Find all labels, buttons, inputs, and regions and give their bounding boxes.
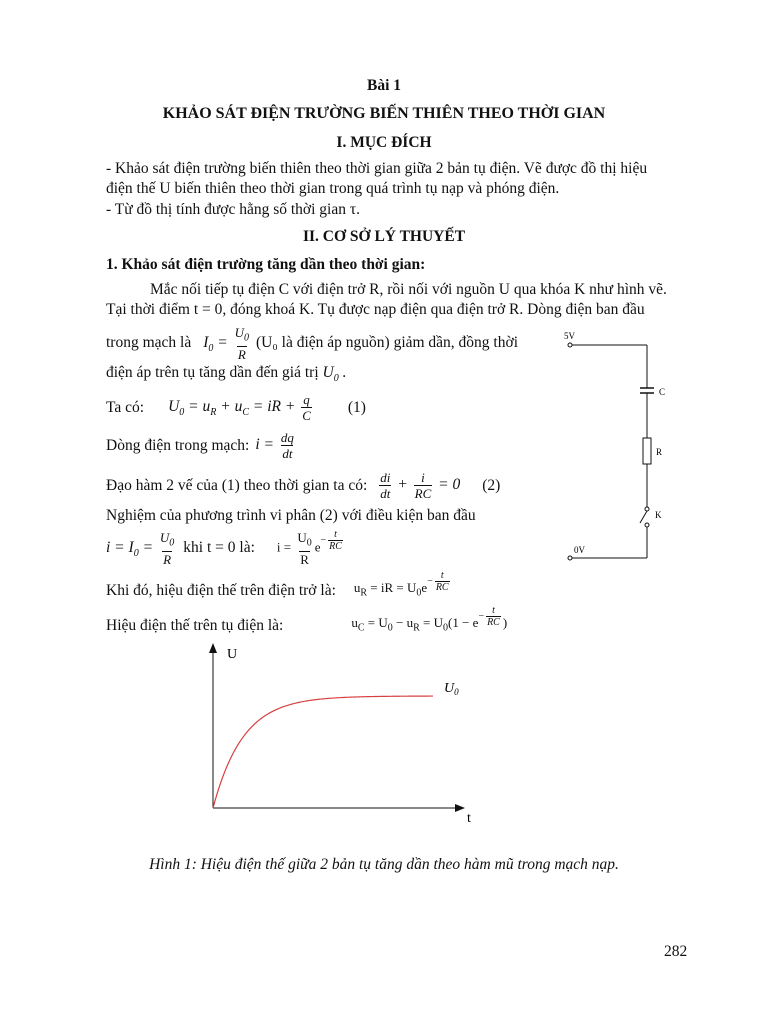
- fraction-q-c: $\frac{q}{C}$: [302, 392, 311, 423]
- terminal-5v: [568, 343, 572, 347]
- resistor-voltage-label: Khi đó, hiệu điện thế trên điện trở là:: [106, 581, 336, 599]
- formula-u0: $U_0$ .: [322, 364, 347, 385]
- equation-2-number: (2): [482, 476, 501, 494]
- resistor-voltage-line: [106, 570, 452, 604]
- para3-end: (U₀ là điện áp nguồn) giảm dần, đồng thời: [256, 334, 518, 352]
- purpose-line-3: - Từ đồ thị tính được hằng số thời gian τ.: [106, 201, 360, 218]
- x-axis-label: t: [467, 811, 471, 826]
- resistor-label: R: [656, 447, 663, 457]
- capacitor-label: C: [659, 387, 666, 397]
- solution-label: Nghiệm của phương trình vi phân (2) với điều kiện ban đầu: [106, 507, 476, 524]
- terminal-0v: [568, 556, 572, 560]
- fraction-i-rc: $\frac{i}{RC}$: [414, 470, 432, 501]
- charging-curve-graph: [200, 640, 490, 830]
- subsection-heading: 1. Khảo sát điện trường tăng dần theo thời gian:: [106, 256, 426, 273]
- switch-lever: [640, 511, 647, 523]
- purpose-line-2: điện thế U biến thiên theo thời gian trong quá trình tụ nạp và phóng điện.: [106, 180, 560, 197]
- switch-contact-bottom: [645, 523, 649, 527]
- para3-start: trong mạch là: [106, 334, 192, 352]
- y-axis-label: U: [227, 647, 238, 662]
- exponent-t-rc-2: $\frac{t}{RC}$: [435, 570, 449, 594]
- rc-circuit-diagram: [560, 325, 680, 575]
- exponent-t-rc: $\frac{t}{RC}$: [329, 529, 342, 553]
- theory-para-2: Tại thời điểm t = 0, đóng khoá K. Tụ được nạp điện qua điện trở R. Dòng điện ban đầu: [106, 301, 645, 318]
- y-axis-arrow: [209, 643, 217, 653]
- circuit-0v-label: 0V: [574, 545, 585, 555]
- capacitor-voltage-line: [106, 605, 508, 639]
- formula-ur: $u_R$ = iR = $U_0e-$ $\frac{t}{RC}$: [353, 570, 449, 599]
- equation-1: $U_0 = u_R + u_C$ = iR + $\frac{q}{C}$: [168, 392, 311, 423]
- fraction-u0-r: $\frac{U_0}{R}$: [234, 325, 250, 362]
- initial-condition-line: [106, 530, 345, 567]
- formula-current-solution: i = $\frac{U_0}{R}$ e− $\frac{t}{RC}$: [276, 529, 342, 567]
- para4-text: điện áp trên tụ tăng dần đến giá trị: [106, 364, 319, 381]
- formula-uc: $u_C = U_0 - u_R = U_0(1 - e-$ $\frac{t}{RC}$ ): [351, 605, 508, 634]
- fraction-dq-dt: $\frac{dq}{dt}$: [280, 430, 294, 461]
- x-axis-arrow: [455, 804, 465, 812]
- section-theory-heading: II. CƠ SỞ LÝ THUYẾT: [302, 228, 466, 245]
- asymptote-label: $U_0$: [444, 681, 459, 697]
- taco-label: Ta có:: [106, 398, 145, 416]
- resistor: [643, 438, 651, 464]
- equation-1-line: [106, 392, 366, 423]
- lesson-title: KHẢO SÁT ĐIỆN TRƯỜNG BIẾN THIÊN THEO THỜI GIAN: [162, 105, 606, 122]
- page-number: 282: [664, 943, 688, 960]
- section-purpose-heading: I. MỤC ĐÍCH: [336, 134, 432, 151]
- current-label: Dòng điện trong mạch:: [106, 436, 250, 454]
- switch-contact-top: [645, 507, 649, 511]
- theory-para-4: [106, 363, 346, 389]
- theory-para-3: [106, 325, 518, 362]
- fraction-u0-r-2: $\frac{U_0}{R}$: [159, 530, 175, 567]
- formula-i-dq-dt: i = $\frac{dq}{dt}$: [255, 430, 294, 461]
- formula-initial: $i = I_0$ = $\frac{U_0}{R}$: [106, 530, 175, 567]
- purpose-line-1: - Khảo sát điện trường biến thiên theo thời gian giữa 2 bản tụ điện. Vẽ được đồ thị hiệu: [106, 160, 648, 177]
- derivative-label: Đạo hàm 2 vế của (1) theo thời gian ta có:: [106, 476, 368, 494]
- fraction-di-dt: $\frac{di}{dt}$: [380, 470, 391, 501]
- when-t0-label: khi t = 0 là:: [183, 539, 255, 557]
- fraction-u0-r-3: $\frac{U_0}{R}$: [297, 530, 312, 567]
- exponent-t-rc-3: $\frac{t}{RC}$: [487, 605, 500, 629]
- equation-1-number: (1): [347, 398, 366, 416]
- switch-label: K: [655, 510, 662, 520]
- theory-para-1: Mắc nối tiếp tụ điện C với điện trở R, rồi nối với nguồn U qua khóa K như hình vẽ.: [150, 281, 667, 298]
- circuit-5v-label: 5V: [564, 331, 575, 341]
- figure-caption: Hình 1: Hiệu điện thế giữa 2 bản tụ tăng dần theo hàm mũ trong mạch nạp.: [149, 856, 619, 873]
- formula-i0: $I_0$ = $\frac{U_0}{R}$: [203, 325, 250, 362]
- lesson-number: Bài 1: [366, 77, 402, 94]
- equation-2: $\frac{di}{dt}$ + $\frac{i}{RC}$ = 0: [380, 470, 461, 501]
- capacitor-voltage-label: Hiệu điện thế trên tụ điện là:: [106, 616, 284, 634]
- current-line: [106, 430, 297, 461]
- derivative-line: [106, 470, 500, 501]
- charging-curve: [213, 696, 433, 808]
